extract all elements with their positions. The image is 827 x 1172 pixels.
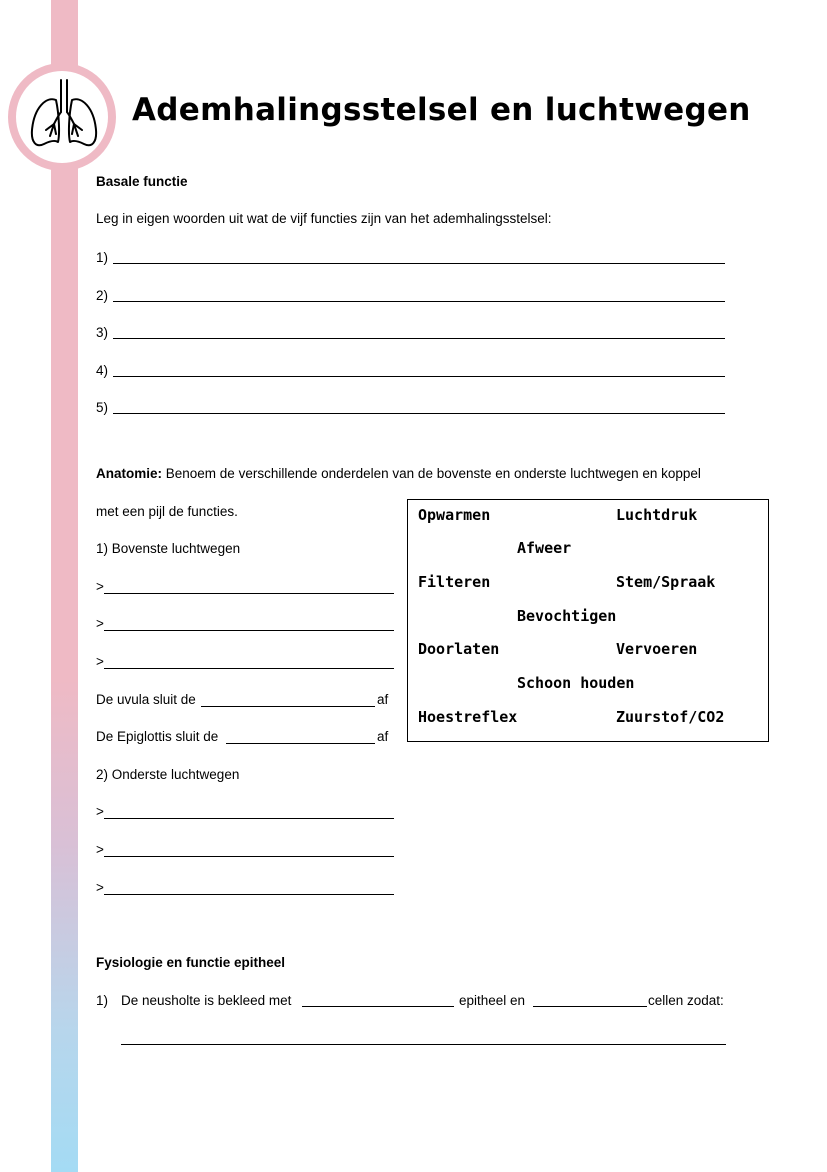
anatomie-instruction (96, 466, 701, 481)
upper-answer-line-3[interactable] (104, 668, 394, 669)
epiglottis-suffix: af (377, 729, 389, 744)
upper-answer-line-2[interactable] (104, 630, 394, 631)
anatomie-instruction-line2: met een pijl de functies. (96, 504, 238, 519)
function-doorlaten[interactable]: Doorlaten (418, 640, 500, 658)
lungs-icon (28, 78, 100, 154)
function-schoon-houden[interactable]: Schoon houden (517, 674, 635, 692)
function-stem-spraak[interactable]: Stem/Spraak (616, 573, 716, 591)
uvula-answer-line[interactable] (201, 706, 375, 707)
lower-arrow-3: > (96, 880, 104, 895)
fysiologie-answer-line[interactable] (121, 1044, 726, 1045)
fysiologie-item-number: 1) (96, 993, 109, 1008)
function-afweer[interactable]: Afweer (517, 539, 572, 557)
answer-label-3: 3) (96, 325, 109, 340)
answer-label-1: 1) (96, 250, 109, 265)
fysiologie-blank-2[interactable] (533, 1006, 647, 1007)
answer-label-4: 4) (96, 363, 109, 378)
function-bevochtigen[interactable]: Bevochtigen (517, 607, 617, 625)
fysiologie-text-b: epitheel en (459, 993, 526, 1008)
answer-label-5: 5) (96, 400, 109, 415)
lower-answer-line-3[interactable] (104, 894, 394, 895)
uvula-prefix: De uvula sluit de (96, 692, 196, 707)
fysiologie-text-c: cellen zodat: (648, 993, 724, 1008)
function-filteren[interactable]: Filteren (418, 573, 491, 591)
fysiologie-blank-1[interactable] (302, 1006, 454, 1007)
answer-line-2[interactable] (113, 301, 725, 302)
function-zuurstof-co2[interactable]: Zuurstof/CO2 (616, 708, 725, 726)
page-title: Ademhalingsstelsel en luchtwegen (132, 92, 751, 128)
function-vervoeren[interactable]: Vervoeren (616, 640, 698, 658)
function-luchtdruk[interactable]: Luchtdruk (616, 506, 698, 524)
lower-airways-heading: 2) Onderste luchtwegen (96, 767, 240, 782)
lower-arrow-1: > (96, 804, 104, 819)
epiglottis-prefix: De Epiglottis sluit de (96, 729, 219, 744)
answer-line-1[interactable] (113, 263, 725, 264)
decorative-side-stripe (51, 0, 78, 1172)
fysiologie-text-a: De neusholte is bekleed met (121, 993, 292, 1008)
uvula-suffix: af (377, 692, 389, 707)
lower-answer-line-1[interactable] (104, 818, 394, 819)
answer-line-3[interactable] (113, 338, 725, 339)
basale-instruction: Leg in eigen woorden uit wat de vijf functies zijn van het ademhalingsstelsel: (96, 211, 552, 226)
answer-label-2: 2) (96, 288, 109, 303)
answer-line-4[interactable] (113, 376, 725, 377)
upper-arrow-1: > (96, 579, 104, 594)
lower-answer-line-2[interactable] (104, 856, 394, 857)
epiglottis-answer-line[interactable] (226, 743, 375, 744)
upper-airways-heading: 1) Bovenste luchtwegen (96, 541, 241, 556)
section-heading-fysiologie: Fysiologie en functie epitheel (96, 955, 286, 970)
anatomie-instruction-line1: Benoem de verschillende onderdelen van de bovenste en onderste luchtwegen en koppel (162, 466, 701, 481)
lower-arrow-2: > (96, 842, 104, 857)
section-heading-basale: Basale functie (96, 174, 188, 189)
answer-line-5[interactable] (113, 413, 725, 414)
upper-arrow-2: > (96, 616, 104, 631)
upper-arrow-3: > (96, 654, 104, 669)
function-hoestreflex[interactable]: Hoestreflex (418, 708, 518, 726)
function-opwarmen[interactable]: Opwarmen (418, 506, 491, 524)
upper-answer-line-1[interactable] (104, 593, 394, 594)
section-heading-anatomie: Anatomie: (96, 466, 163, 481)
